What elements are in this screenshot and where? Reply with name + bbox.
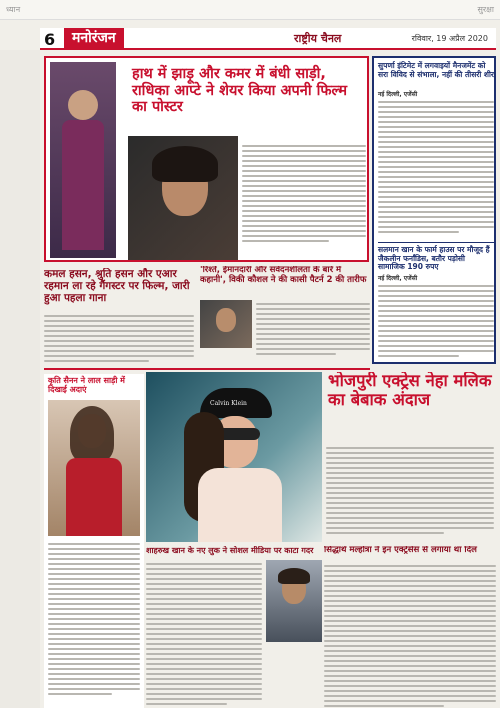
left-margin	[0, 50, 40, 708]
neha-malik-photo	[146, 372, 322, 542]
story3-headline: 'रिश्ते, ईमानदारी और संवेदनशीलता के बारे में कहानी', विकी कौशल ने की कासी पैटर्न 2 की तारीफ	[200, 266, 367, 285]
side2-body-text	[378, 282, 494, 362]
cap-brand: Calvin Klein	[210, 400, 247, 407]
red-saree	[66, 458, 122, 536]
story3-photo	[200, 300, 252, 348]
story4-headline: कृति सैनन ने लाल साड़ी में दिखाई अदाएं	[48, 376, 125, 395]
side1-headline: सुपर्णा इंटिमेट में लगवाइयों मैनजमेंट को सरा विविद से संभाला, नहीं की तीसरी शीर	[378, 61, 494, 79]
story3-body-text	[256, 300, 370, 362]
top-strip-left: ध्यान	[6, 5, 21, 14]
story6-body-text	[146, 560, 262, 708]
side2-dateline: नई दिल्ली, एजेंसी	[378, 275, 418, 282]
story2-right-col-text	[150, 270, 198, 310]
lead-story	[44, 56, 369, 262]
lead-photo-right	[128, 136, 238, 260]
issue-date: रविवार, 19 अप्रैल 2020	[411, 34, 488, 43]
story5-headline-box	[324, 372, 496, 442]
story-shahrukh-khan	[146, 546, 322, 708]
story-vicky-kaushal	[200, 266, 370, 366]
lead-headline: हाथ में झाड़ू और कमर में बंधी साड़ी, राधिका आप्टे ने शेयर किया अपनी फिल्म का पोस्टर	[132, 66, 348, 116]
kriti-hair	[70, 406, 114, 462]
story5-body-text	[326, 444, 494, 540]
story7-headline: सिद्धार्थ मल्होत्रा ने इन एक्ट्रेसेस से लगाया था दिल	[324, 546, 477, 555]
woman-figure	[68, 90, 98, 120]
neha-top	[198, 468, 282, 542]
story7-body-text	[324, 562, 496, 708]
side2-headline: सलमान खान के फार्म हाउस पर मौजूद हैं जैकलीन फर्नांडिस, बतौर पड़ोसी सामाजिक 190 रुपए	[378, 245, 490, 272]
top-strip	[0, 0, 500, 20]
section-title: मनोरंजन	[64, 28, 124, 48]
right-sidebar	[372, 56, 496, 364]
story4-body-text	[48, 540, 140, 706]
section-divider	[44, 368, 370, 370]
lead-body-text	[242, 142, 366, 260]
story6-headline: शाहरुख खान के नए लुक ने सोशल मीडिया पर काटा गदर	[146, 546, 314, 555]
paper-name: राष्ट्रीय चैनल	[294, 32, 342, 45]
kriti-photo	[48, 400, 140, 536]
saree-figure	[62, 120, 104, 250]
srk-hair	[278, 568, 310, 584]
actor-face	[216, 308, 236, 332]
side1-dateline: नई दिल्ली, एजेंसी	[378, 91, 418, 98]
lead-photo-left	[50, 62, 116, 258]
page-number: 6	[44, 30, 56, 49]
story2-body-text	[44, 312, 194, 368]
top-strip-right: सुरक्षा	[477, 5, 494, 14]
page-header	[40, 28, 496, 50]
story5-headline: भोजपुरी एक्ट्रेस नेहा मलिक का बेबाक अंदाज	[328, 372, 492, 409]
portrait-hair	[152, 146, 218, 182]
side-divider	[378, 242, 494, 243]
story-sidharth-malhotra	[324, 546, 496, 708]
side1-body-text	[378, 98, 494, 238]
shahrukh-photo	[266, 560, 322, 642]
story-kriti-sanon	[44, 374, 144, 708]
story2-headline: कमल हसन, श्रुति हसन और एआर रहमान ला रहे गैंगस्टर पर फिल्म, जारी हुआ पहला गाना	[44, 268, 190, 305]
